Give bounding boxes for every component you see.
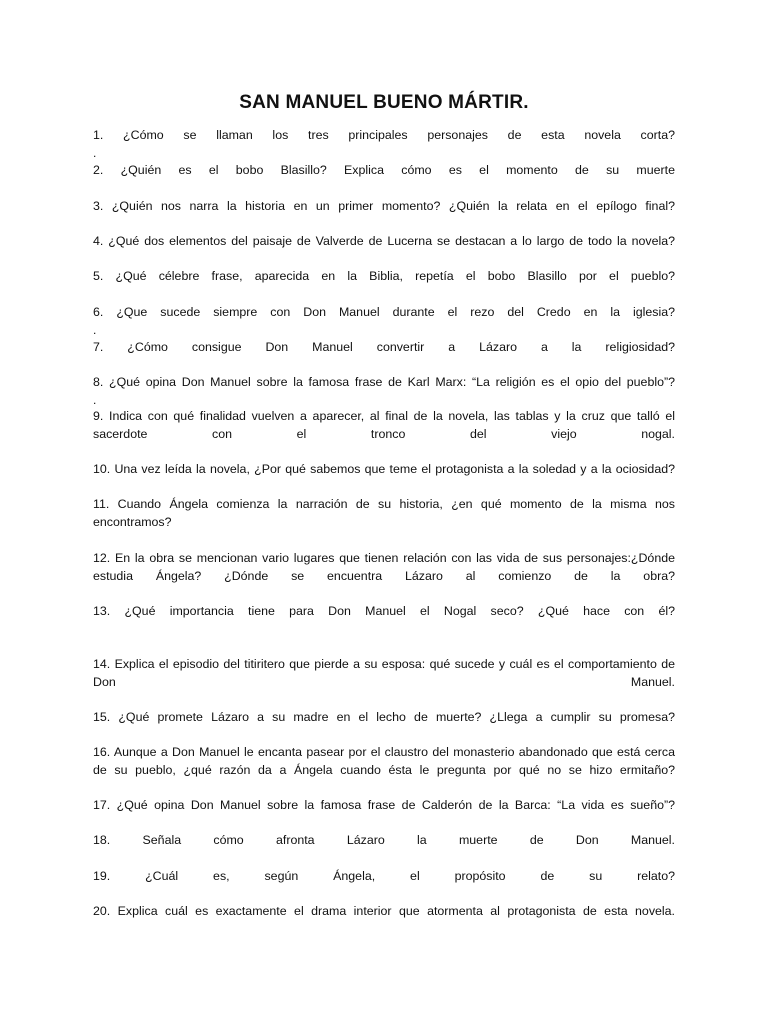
stray-mark: . [93,393,97,407]
question-17: 17. ¿Qué opina Don Manuel sobre la famosa frase de Calderón de la Barca: “La vida es sueño”? [93,798,675,812]
question-6: 6. ¿Que sucede siempre con Don Manuel durante el rezo del Credo en la iglesia? [93,305,675,319]
stray-mark: . [93,323,97,337]
question-8: 8. ¿Qué opina Don Manuel sobre la famosa frase de Karl Marx: “La religión es el opio del pueblo”? [93,375,675,389]
question-1: 1. ¿Cómo se llaman los tres principales personajes de esta novela corta? [93,128,675,142]
question-15: 15. ¿Qué promete Lázaro a su madre en el lecho de muerte? ¿Llega a cumplir su promesa? [93,710,675,724]
question-16: 16. Aunque a Don Manuel le encanta pasear por el claustro del monasterio abandonado que está cerca de su pueblo, ¿qué razón da a Ángela cuando ésta le pregunta por qué no se hizo ermitaño? [93,745,675,777]
question-20: 20. Explica cuál es exactamente el drama interior que atormenta al protagonista de esta novela. [93,904,675,918]
question-14: 14. Explica el episodio del titiritero que pierde a su esposa: qué sucede y cuál es el comportamiento de Don Manuel. [93,657,675,689]
question-7: 7. ¿Cómo consigue Don Manuel convertir a Lázaro a la religiosidad? [93,340,675,354]
question-5: 5. ¿Qué célebre frase, aparecida en la Biblia, repetía el bobo Blasillo por el pueblo? [93,269,675,283]
question-19: 19. ¿Cuál es, según Ángela, el propósito de su relato? [93,869,675,883]
question-11: 11. Cuando Ángela comienza la narración de su historia, ¿en qué momento de la misma nos encontramos? [93,497,675,529]
question-18: 18. Señala cómo afronta Lázaro la muerte de Don Manuel. [93,833,675,847]
question-13: 13. ¿Qué importancia tiene para Don Manuel el Nogal seco? ¿Qué hace con él? [93,604,675,618]
question-12: 12. En la obra se mencionan vario lugares que tienen relación con las vida de sus personajes:¿Dónde estudia Ángela? ¿Dónde se encuentra Lázaro al comienzo de la obra? [93,551,675,583]
document-title: SAN MANUEL BUENO MÁRTIR. [239,92,529,113]
stray-mark: . [93,146,97,160]
question-10: 10. Una vez leída la novela, ¿Por qué sabemos que teme el protagonista a la soledad y a la ociosidad? [93,462,675,476]
question-9: 9. Indica con qué finalidad vuelven a aparecer, al final de la novela, las tablas y la cruz que talló el sacerdote con el tronco del viejo nogal. [93,409,675,441]
question-4: 4. ¿Qué dos elementos del paisaje de Valverde de Lucerna se destacan a lo largo de todo la novela? [93,234,675,248]
question-2: 2. ¿Quién es el bobo Blasillo? Explica cómo es el momento de su muerte [93,163,675,177]
question-3: 3. ¿Quién nos narra la historia en un primer momento? ¿Quién la relata en el epílogo final? [93,199,675,213]
